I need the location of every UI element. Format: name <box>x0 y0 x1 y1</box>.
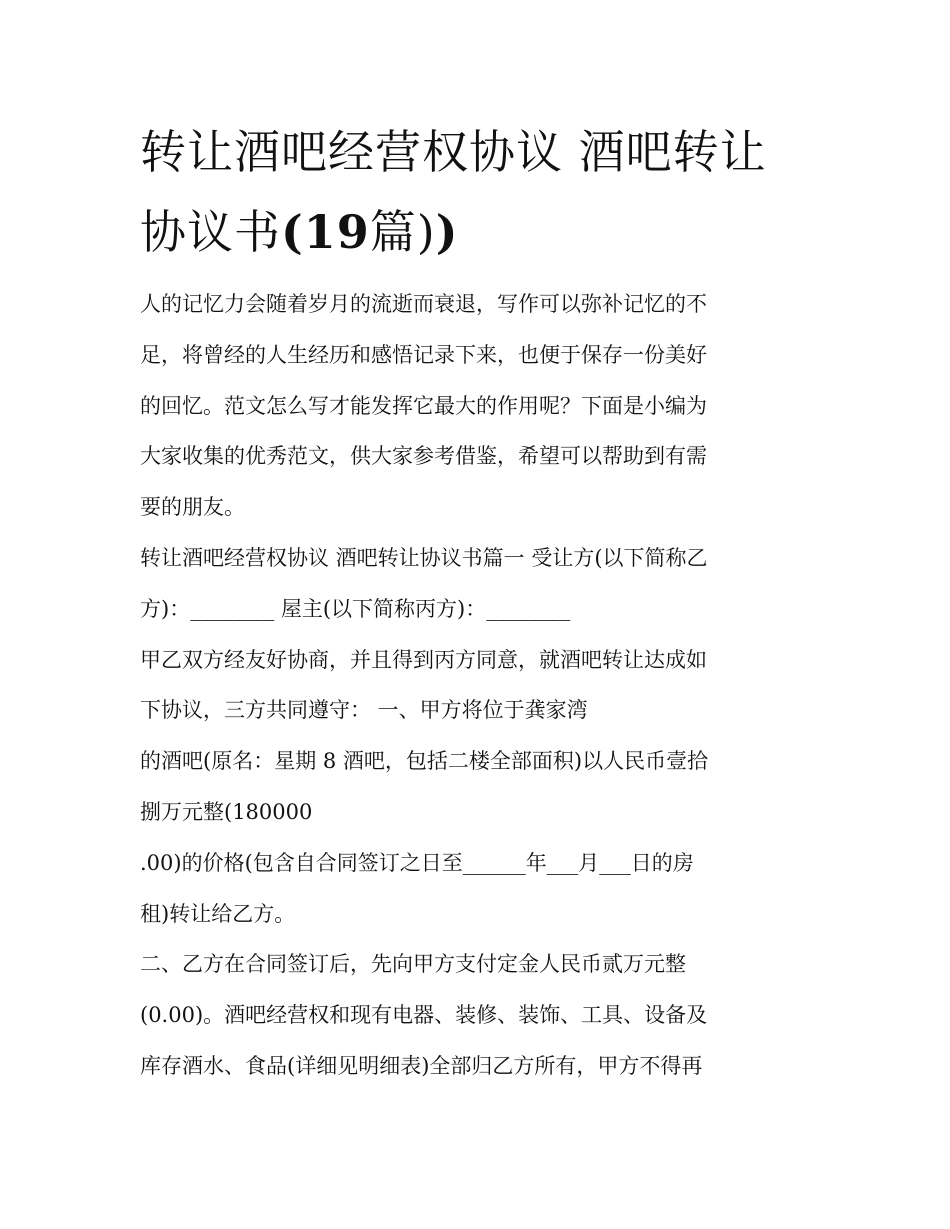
document-title <box>140 112 830 272</box>
title-line-1: 转让酒吧经营权协议 酒吧转让 <box>140 125 767 179</box>
document-body <box>140 279 830 1092</box>
body-line: 的酒吧(原名：星期 8 酒吧，包括二楼全部面积)以人民币壹拾 <box>140 749 709 774</box>
title-line-2-suffix: 篇) <box>369 205 436 259</box>
body-line: 人的记忆力会随着岁月的流逝而衰退，写作可以弥补记忆的不 <box>140 292 707 316</box>
title-line-2 <box>140 192 830 272</box>
body-line: 的回忆。范文怎么写才能发挥它最大的作用呢？下面是小编为 <box>140 393 707 418</box>
body-line: 转让酒吧经营权协议 酒吧转让协议书篇一 受让方(以下简称乙 <box>140 545 708 570</box>
title-line-2-close-paren: ) <box>435 205 459 259</box>
title-line-2-prefix: 协议书 <box>140 205 281 259</box>
body-line: 捌万元整(180000 <box>140 799 313 824</box>
body-line: 足，将曾经的人生经历和感悟记录下来，也便于保存一份美好 <box>140 342 707 367</box>
body-line: 下协议，三方共同遵守： 一、甲方将位于龚家湾 <box>140 698 588 723</box>
title-line-2-number: (19 <box>281 205 370 259</box>
body-line: 甲乙双方经友好协商，并且得到丙方同意，就酒吧转让达成如 <box>140 647 707 672</box>
body-line: 租)转让给乙方。 <box>140 901 296 926</box>
body-line: 要的朋友。 <box>140 495 245 520</box>
body-line: (0.00)。酒吧经营权和现有电器、装修、装饰、工具、设备及 <box>140 1003 708 1028</box>
body-line: 方)：________ 屋主(以下简称丙方)：________ <box>140 596 571 621</box>
body-line: .00)的价格(包含自合同签订之日至______年___月___日的房 <box>140 850 694 875</box>
body-line: 库存酒水、食品(详细见明细表)全部归乙方所有，甲方不得再 <box>140 1053 703 1078</box>
body-line: 大家收集的优秀范文，供大家参考借鉴，希望可以帮助到有需 <box>140 444 707 469</box>
body-line: 二、乙方在合同签订后，先向甲方支付定金人民币贰万元整 <box>140 952 686 977</box>
